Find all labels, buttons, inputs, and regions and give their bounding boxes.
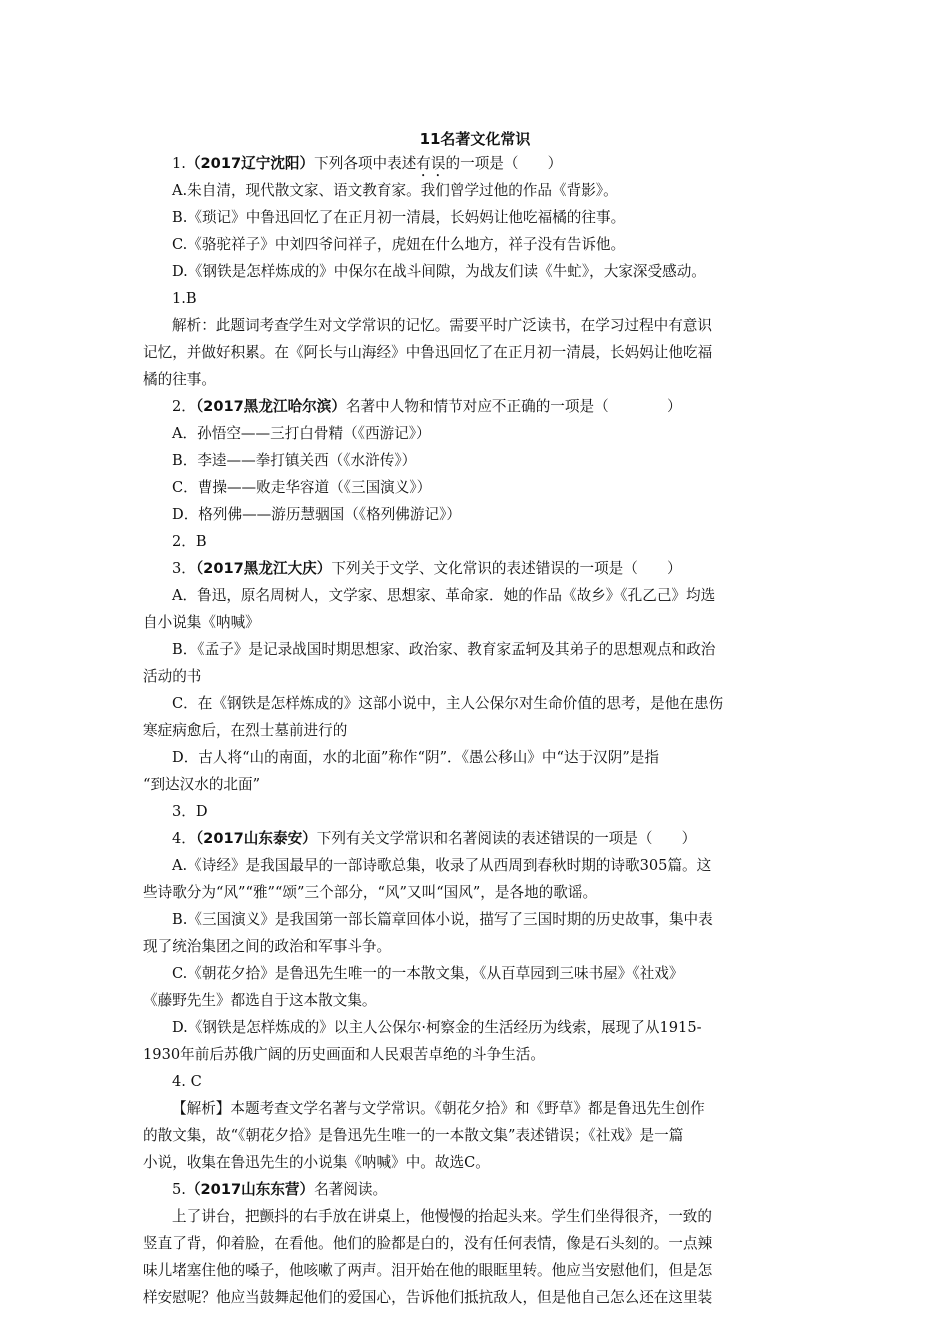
option-d: D.《钢铁是怎样炼成的》以主人公保尔·柯察金的生活经历为线索，展现了从1915- — [172, 1019, 702, 1036]
page-title: 11名著文化常识 — [419, 130, 531, 148]
option-a: A.朱自清，现代散文家、语文教育家。我们曾学过他的作品《背影》。 — [172, 182, 618, 199]
analysis-line: 小说，收集在鲁迅先生的小说集《呐喊》中。故选C。 — [143, 1154, 490, 1171]
analysis-line: 橘的往事。 — [143, 371, 216, 388]
option-b-cont: 活动的书 — [143, 668, 202, 685]
analysis-line: 的散文集，故“《朝花夕拾》是鲁迅先生唯一的一本散文集”表述错误；《社戏》是一篇 — [143, 1127, 684, 1144]
option-c: C．曹操——败走华容道（《三国演义》） — [172, 479, 432, 496]
option-a-cont: 自小说集《呐喊》 — [143, 614, 260, 631]
analysis-line: 【解析】本题考查文学名著与文学常识。《朝花夕拾》和《野草》都是鲁迅先生创作 — [172, 1100, 705, 1117]
option-b: B．《孟子》是记录战国时期思想家、政治家、教育家孟轲及其弟子的思想观点和政治 — [172, 641, 716, 658]
passage-line: 味儿堵塞住他的嗓子，他咳嗽了两声。泪开始在他的眼眶里转。他应当安慰他们，但是怎 — [143, 1262, 713, 1279]
option-b: B.《三国演义》是我国第一部长篇章回体小说，描写了三国时期的历史故事，集中表 — [172, 911, 713, 928]
question-4-stem — [143, 825, 808, 852]
question-text: 名著中人物和情节对应不正确的一项是（ ） — [345, 398, 682, 415]
question-5-stem — [143, 1176, 808, 1203]
option-b: B.《琐记》中鲁迅回忆了在正月初一清晨，长妈妈让他吃福橘的往事。 — [172, 209, 626, 226]
option-d: D．古人将“山的南面，水的北面”称作“阴”．《愚公移山》中“达于汉阴”是指 — [172, 749, 659, 766]
answer: 1.B — [172, 290, 197, 307]
option-a: A.《诗经》是我国最早的一部诗歌总集，收录了从西周到春秋时期的诗歌305篇。这 — [172, 857, 712, 874]
question-source: （2017山东泰安） — [195, 830, 317, 847]
question-source: （2017山东东营） — [185, 1181, 315, 1198]
question-text: 的一项是（ ） — [445, 155, 563, 172]
option-c: C.《朝花夕拾》是鲁迅先生唯一的一本散文集，《从百草园到三味书屋》《社戏》 — [172, 965, 684, 982]
answer: 4. C — [172, 1073, 202, 1090]
question-text: 下列各项中表述 — [314, 155, 417, 172]
analysis-line: 记忆，并做好积累。在《阿长与山海经》中鲁迅回忆了在正月初一清晨，长妈妈让他吃福 — [143, 344, 713, 361]
passage-line: 竖直了背，仰着脸，在看他。他们的脸都是白的，没有任何表情，像是石头刻的。一点辣 — [143, 1235, 713, 1252]
question-source: （2017黑龙江哈尔滨） — [195, 398, 346, 415]
emphasized-text: 有误 — [416, 155, 446, 172]
question-2-stem — [143, 393, 808, 420]
question-1-stem — [143, 150, 808, 177]
question-source: （2017黑龙江大庆） — [195, 560, 332, 577]
passage-line: 样安慰呢？他应当鼓舞起他们的爱国心，告诉他们抵抗敌人，但是他自己怎么还在这里装 — [143, 1289, 713, 1306]
document-body — [143, 150, 808, 1311]
option-d-cont: “到达汉水的北面” — [143, 776, 261, 793]
option-a: A．鲁迅，原名周树人，文学家、思想家、革命家．她的作品《故乡》《孔乙己》均选 — [172, 587, 716, 604]
question-number: 2． — [172, 398, 196, 415]
question-number: 5. — [172, 1181, 186, 1198]
question-text: 下列有关文学常识和名著阅读的表述错误的一项是（ ） — [316, 830, 697, 847]
question-3-stem — [143, 555, 808, 582]
question-number: 1. — [172, 155, 186, 172]
option-c-cont: 《藤野先生》都选自于这本散文集。 — [143, 992, 377, 1009]
analysis-line: 解析：此题词考查学生对文学常识的记忆。需要平时广泛读书，在学习过程中有意识 — [172, 317, 712, 334]
question-source: （2017辽宁沈阳） — [185, 155, 315, 172]
question-number: 4． — [172, 830, 196, 847]
option-c-cont: 寒症病愈后，在烈士墓前进行的 — [143, 722, 348, 739]
question-number: 3． — [172, 560, 196, 577]
question-text: 名著阅读。 — [314, 1181, 388, 1198]
option-d: D．格列佛——游历慧骃国（《格列佛游记》） — [172, 506, 461, 523]
option-c: C．在《钢铁是怎样炼成的》这部小说中，主人公保尔对生命价值的思考，是他在患伤 — [172, 695, 724, 712]
option-a: A．孙悟空——三打白骨精（《西游记》） — [172, 425, 431, 442]
passage-line: 上了讲台，把颤抖的右手放在讲桌上，他慢慢的抬起头来。学生们坐得很齐，一致的 — [172, 1208, 712, 1225]
option-c: C.《骆驼祥子》中刘四爷问祥子，虎妞在什么地方，祥子没有告诉他。 — [172, 236, 626, 253]
option-b: B．李逵——拳打镇关西（《水浒传》） — [172, 452, 417, 469]
option-d-cont: 1930年前后苏俄广阔的历史画面和人民艰苦卓绝的斗争生活。 — [143, 1046, 545, 1063]
option-d: D.《钢铁是怎样炼成的》中保尔在战斗间隙，为战友们读《牛虻》，大家深受感动。 — [172, 263, 706, 280]
option-b-cont: 现了统治集团之间的政治和军事斗争。 — [143, 938, 392, 955]
question-text: 下列关于文学、文化常识的表述错误的一项是（ ） — [331, 560, 682, 577]
option-a-cont: 些诗歌分为“风”“雅”“颂”三个部分，“风”又叫“国风”，是各地的歌谣。 — [143, 884, 598, 901]
answer: 2．B — [172, 533, 207, 550]
answer: 3．D — [172, 803, 208, 820]
